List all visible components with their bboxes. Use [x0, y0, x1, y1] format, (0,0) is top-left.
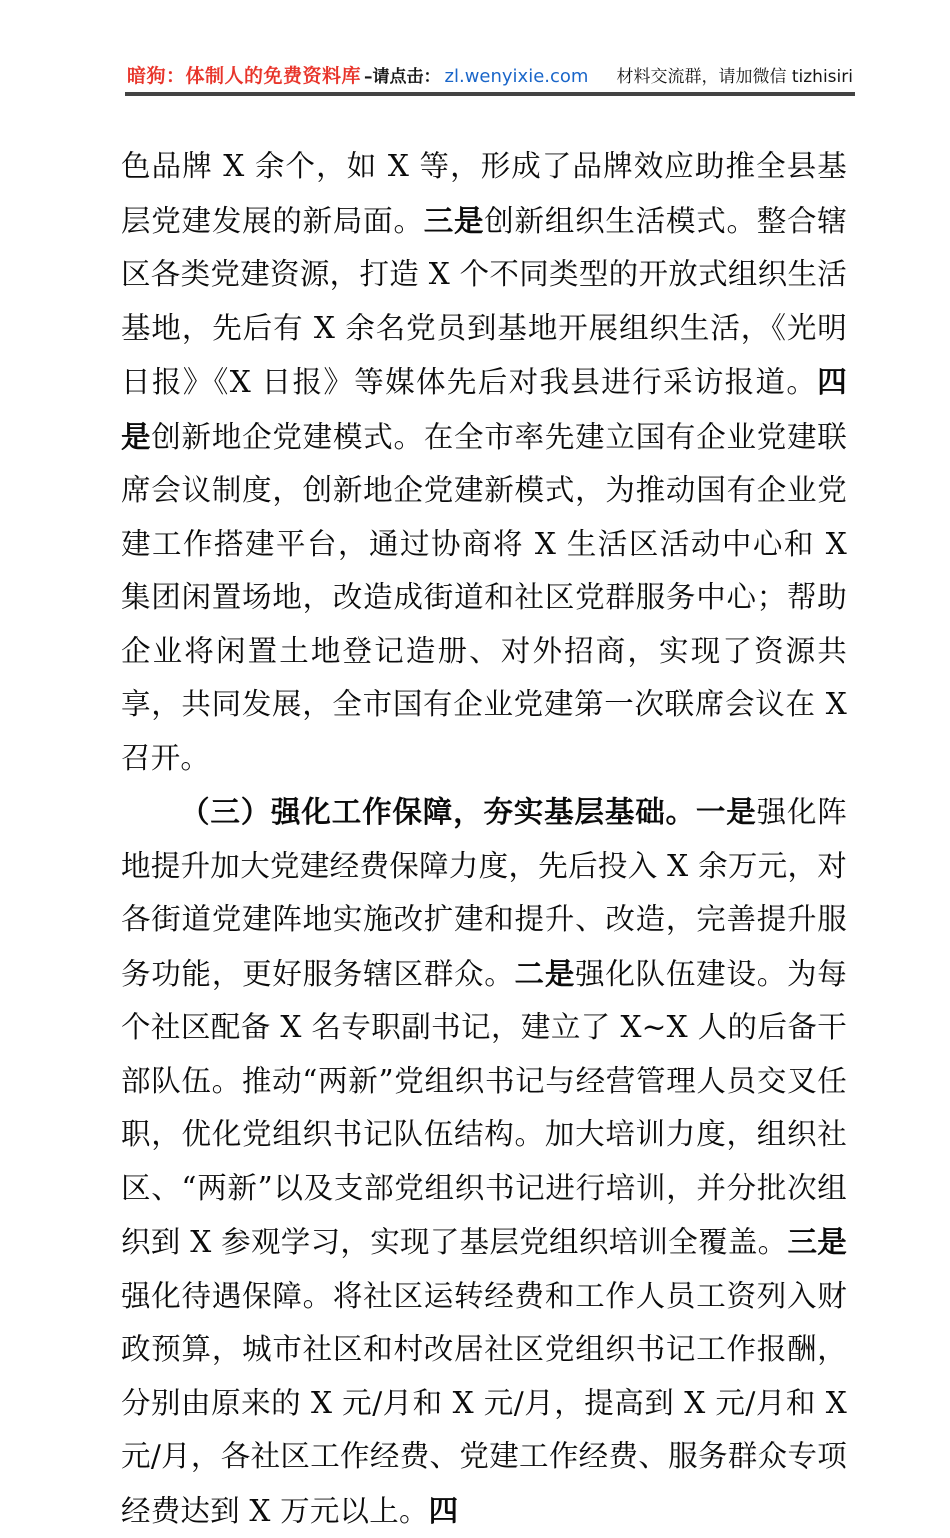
emphasis-run: 三是 [423, 202, 485, 238]
body-paragraph [121, 140, 847, 785]
promo-wechat-text: 材料交流群，请加微信 tizhisiri [616, 66, 853, 87]
promo-header-content [127, 64, 853, 87]
promo-site-link[interactable]: zl.wenyixie.com [444, 65, 589, 87]
emphasis-run: （三）强化工作保障，夯实基层基础。一是 [180, 794, 757, 829]
emphasis-run: 二是 [514, 955, 576, 991]
text-run: 色品牌 X 余个，如 X 等，形成了品牌效应助推全县基层党建发展的新局面。 [121, 149, 847, 238]
header-divider-rule [125, 92, 855, 96]
promo-brand-text: 暗狗：体制人的免费资料库 [127, 64, 362, 87]
emphasis-run: 四 [428, 1492, 459, 1528]
promo-click-prompt: –请点击： [364, 66, 441, 87]
document-body [121, 140, 847, 1538]
text-run: 创新组织生活模式。整合辖区各类党建资源，打造 X 个不同类型的开放式组织生活基地，先后有 X 余名党员到基地开展组织生活，《光明日报》《X 日报》等媒体先后对我县进行采访报道。 [121, 203, 847, 399]
promo-header-banner [125, 58, 855, 94]
emphasis-run: 三是 [787, 1224, 847, 1259]
emphasis-run: 四是 [121, 364, 847, 454]
text-run: 强化队伍建设。为每个社区配备 X 名专职副书记，建立了 X~X 人的后备干部队伍。推动“两新”党组织书记与经营管理人员交叉任职，优化党组织书记队伍结构。加大培训力度，组织社区、“两新”以及支部党组织书记进行培训，并分批次组织到 X 参观学习，实现了基层党组织培训全覆盖。 [121, 956, 847, 1259]
body-paragraph [121, 785, 847, 1538]
text-run: 强化待遇保障。将社区运转经费和工作人员工资列入财政预算，城市社区和村改居社区党组织书记工作报酬，分别由原来的 X 元/月和 X 元/月，提高到 X 元/月和 X 元/月，各社区工作经费、党建工作经费、服务群众专项经费达到 X 万元以上。 [121, 1278, 847, 1528]
text-run: 强化阵地提升加大党建经费保障力度，先后投入 X 余万元，对各街道党建阵地实施改扩建和提升、改造，完善提升服务功能，更好服务辖区群众。 [121, 795, 847, 991]
text-run: 创新地企党建模式。在全市率先建立国有企业党建联席会议制度，创新地企党建新模式，为推动国有企业党建工作搭建平台，通过协商将 X 生活区活动中心和 X 集团闲置场地，改造成街道和社区党群服务中心；帮助企业将闲置土地登记造册、对外招商，实现了资源共享，共同发展，全市国有企业党建第一次联席会议在 X 召开。 [121, 419, 847, 775]
